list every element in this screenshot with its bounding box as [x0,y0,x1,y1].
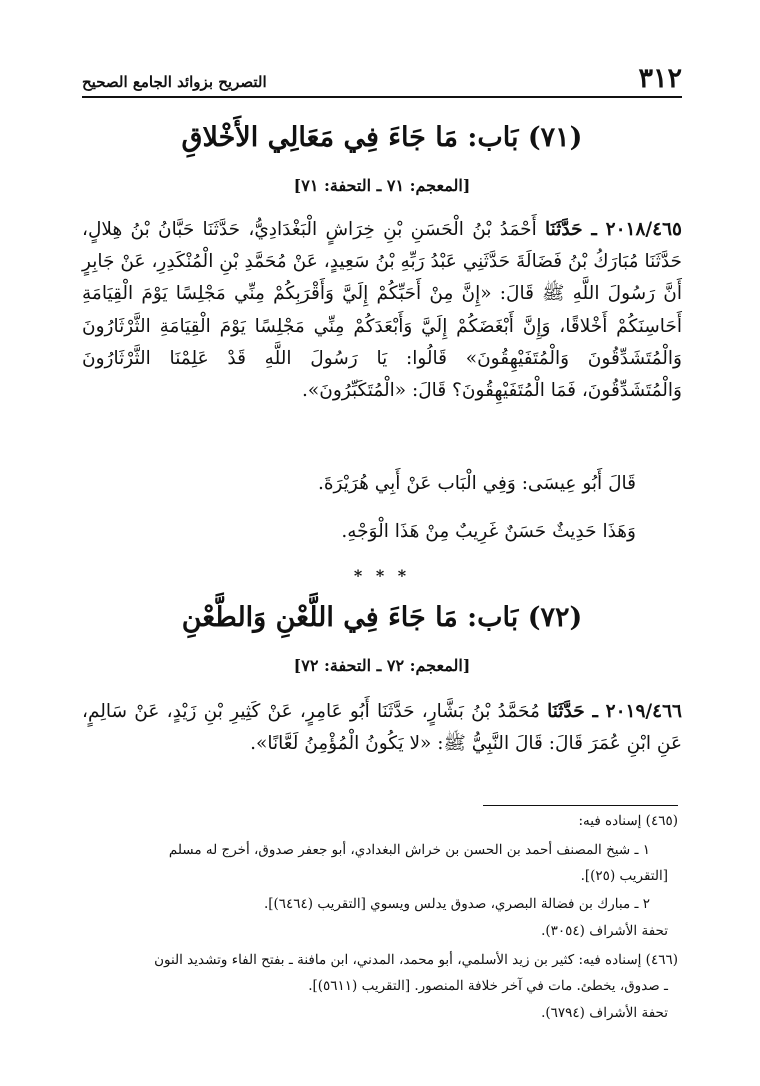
page-header [82,58,682,94]
running-title: التصريح بزوائد الجامع الصحيح [82,73,267,91]
footnote-465-item-1: ١ ـ شيخ المصنف أحمد بن الحسن بن خراش البغدادي، أبو جعفر صدوق، أخرج له مسلم [168,842,650,858]
hadith-465-body: أَحْمَدُ بْنُ الْحَسَنِ بْنِ خِرَاشٍ الْبَغْدَادِيُّ، حَدَّثَنَا حَبَّانُ بْنُ هِلالٍ، حَدَّثَنَا مُبَارَكُ بْنُ فَضَالَةَ حَدَّثَنِي عَبْدُ رَبِّهِ بْنُ سَعِيدٍ، عَنْ مُحَمَّدِ بْنِ الْمُنْكَدِرِ، عَنْ جَابِرٍ أَنَّ رَسُولَ اللَّهِ ﷺ قَالَ: «إِنَّ مِنْ أَحَبِّكُمْ إِلَيَّ وَأَقْرَبِكُمْ مِنِّي مَجْلِسًا يَوْمَ الْقِيَامَةِ أَحَاسِنَكُمْ أَخْلاقًا، وَإِنَّ أَبْغَضَكُمْ إِلَيَّ وَأَبْعَدَكُمْ مِنِّي مَجْلِسًا يَوْمَ الْقِيَامَةِ الثَّرْثَارُونَ وَالْمُتَشَدِّقُونَ وَالْمُتَفَيْهِقُونَ» قَالُوا: يَا رَسُولَ اللَّهِ قَدْ عَلِمْنَا الثَّرْثَارُونَ وَالْمُتَشَدِّقُونَ، فَمَا الْمُتَفَيْهِقُونَ؟ قَالَ: «الْمُتَكَبِّرُونَ». [82,219,682,402]
footnote-465-tuhfa: تحفة الأشراف (٣٠٥٤). [541,923,668,939]
footnote-466-line-2: ـ صدوق، يخطئ. مات في آخر خلافة المنصور. [التقريب (٥٦١١)]. [308,978,668,994]
footnote-rule [483,805,678,806]
hadith-466-number: ٢٠١٩/٤٦٦ ـ حَدَّثَنَا [547,701,682,722]
footnote-466-tuhfa: تحفة الأشراف (٦٧٩٤). [541,1005,668,1021]
abu-isa-comment: قَالَ أَبُو عِيسَى: وَفِي الْبَاب عَنْ أَبِي هُرَيْرَةَ. [317,473,636,494]
footnote-465-heading: (٤٦٥) إسناده فيه: [578,813,678,829]
section-separator: * * * [353,566,411,585]
chapter-71-title: (٧١) بَاب: مَا جَاءَ فِي مَعَالِي الأَخْلاقِ [181,122,583,153]
chapter-72-reference: [المعجم: ٧٢ ـ التحفة: ٧٢] [293,656,471,675]
footnote-465-item-1-ref: [التقريب (٢٥)]. [580,868,668,884]
header-rule [82,96,682,98]
footnote-466-line-1: (٤٦٦) إسناده فيه: كثير بن زيد الأسلمي، أبو محمد، المدني، ابن مافنة ـ بفتح الفاء وتشديد النون [154,952,678,968]
hadith-466-body: مُحَمَّدُ بْنُ بَشَّارٍ، حَدَّثَنَا أَبُو عَامِرٍ، عَنْ كَثِيرِ بْنِ زَيْدٍ، عَنْ سَالِمٍ، عَنِ ابْنِ عُمَرَ قَالَ: قَالَ النَّبِيُّ ﷺ: «لا يَكُونُ الْمُؤْمِنُ لَعَّانًا». [82,701,682,755]
hadith-grading: وَهَذَا حَدِيثٌ حَسَنٌ غَرِيبٌ مِنْ هَذَا الْوَجْهِ. [341,521,636,542]
chapter-71-reference: [المعجم: ٧١ ـ التحفة: ٧١] [293,176,471,195]
hadith-465-text [82,214,682,407]
hadith-465-number: ٢٠١٨/٤٦٥ ـ حَدَّثَنَا [545,219,682,240]
page-number: ٣١٢ [638,63,682,94]
chapter-72-title: (٧٢) بَاب: مَا جَاءَ فِي اللَّعْنِ وَالطَّعْنِ [181,602,583,633]
footnote-465-item-2: ٢ ـ مبارك بن فضالة البصري، صدوق يدلس ويسوي [التقريب (٦٤٦٤)]. [263,896,650,912]
hadith-466-text [82,696,682,760]
